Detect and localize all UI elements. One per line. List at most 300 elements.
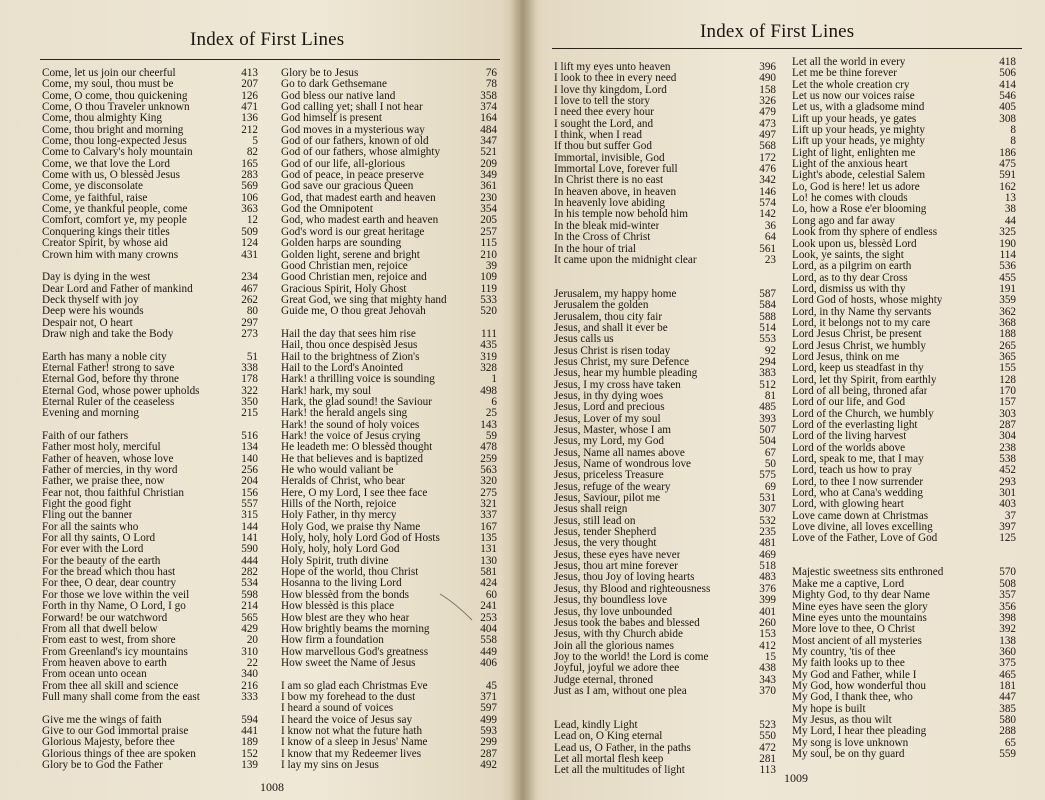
first-line-text: My country, 'tis of thee: [792, 646, 896, 658]
index-spacer: [554, 266, 776, 277]
first-line-text: He leadeth me: O blessèd thought: [281, 442, 433, 454]
hymn-number: 514: [759, 321, 776, 334]
first-line-text: Go to dark Gethsemane: [281, 79, 387, 91]
hymn-number: 414: [999, 78, 1016, 91]
first-line-text: Jesus, Name all names above: [554, 447, 685, 459]
hymn-number: 591: [999, 169, 1016, 182]
first-line-text: From all that dwell below: [42, 623, 158, 635]
first-line-text: Eternal Father! strong to save: [42, 362, 175, 374]
hymn-number: 69: [764, 480, 776, 493]
first-line-text: Hark! the herald angels sing: [281, 408, 408, 420]
hymn-number: 204: [241, 475, 258, 488]
index-entry: [792, 431, 1016, 442]
hymn-number: 570: [999, 566, 1016, 579]
hymn-number: 315: [241, 509, 258, 522]
index-entry: [281, 465, 497, 476]
first-line-text: Guide me, O thou great Jehovah: [281, 306, 426, 318]
first-line-text: Glorious things of thee are spoken: [42, 748, 196, 760]
first-line-text: Fight the good fight: [42, 499, 132, 511]
index-entry: [792, 704, 1016, 715]
first-line-text: Love divine, all loves excelling: [792, 522, 933, 534]
first-line-text: Fling out the banner: [42, 510, 133, 522]
index-entry: [554, 538, 776, 549]
index-entry: [42, 318, 258, 329]
first-line-text: Lift up your heads, ye mighty: [792, 136, 925, 148]
hymn-number: 363: [241, 203, 258, 216]
first-line-text: Deck thyself with joy: [42, 294, 139, 306]
first-line-text: How blessèd from the bonds: [281, 589, 410, 601]
first-line-text: In heaven above, in heaven: [554, 186, 677, 198]
hymn-number: 550: [759, 730, 776, 743]
hymn-number: 106: [241, 191, 258, 204]
first-line-text: Mine eyes unto the mountains: [792, 612, 927, 624]
index-entry: [281, 91, 497, 102]
index-entry: [554, 572, 776, 583]
index-entry: [281, 79, 497, 90]
index-entry: [281, 295, 497, 306]
index-entry: [281, 159, 497, 170]
hymn-number: 523: [759, 718, 776, 731]
index-entry: [42, 613, 258, 624]
first-line-text: My God, how wonderful thou: [792, 680, 926, 692]
hymn-number: 287: [480, 747, 497, 760]
hymn-number: 115: [480, 237, 497, 250]
index-entry: [281, 692, 497, 703]
index-spacer: [554, 709, 776, 720]
hymn-number: 497: [759, 129, 776, 142]
index-entry: [554, 107, 776, 118]
first-line-text: Jesus, with thy Church abide: [554, 629, 683, 641]
first-line-text: I lift my eyes unto heaven: [554, 62, 671, 73]
hymn-number: 481: [759, 537, 776, 550]
index-entry: [554, 85, 776, 96]
first-line-text: Come with us, O blessèd Jesus: [42, 170, 180, 182]
first-line-text: My Lord, I hear thee pleading: [792, 726, 927, 738]
first-line-text: Come, thou long-expected Jesus: [42, 136, 187, 148]
hymn-number: 412: [759, 639, 776, 652]
hymn-number: 590: [241, 543, 258, 556]
first-line-text: God of peace, in peace preserve: [281, 170, 424, 182]
index-entry: [42, 669, 258, 680]
first-line-text: Lift up your heads, ye mighty: [792, 125, 925, 137]
index-entry: [792, 511, 1016, 522]
hymn-number: 130: [480, 554, 497, 567]
hymn-number: 22: [246, 656, 258, 669]
index-spacer: [42, 703, 258, 714]
index-entry: [554, 470, 776, 481]
first-line-text: Hosanna to the living Lord: [281, 578, 402, 590]
first-line-text: Hills of the North, rejoice: [281, 499, 397, 511]
hymn-number: 588: [759, 310, 776, 323]
index-entry: [792, 68, 1016, 79]
first-line-text: Holy Spirit, truth divine: [281, 555, 389, 567]
index-entry: [792, 533, 1016, 544]
first-line-text: Hail to the brightness of Zion's: [281, 351, 420, 363]
hymn-number: 575: [759, 469, 776, 482]
index-entry: [792, 363, 1016, 374]
first-line-text: I need thee every hour: [554, 107, 655, 119]
first-line-text: Jesus, Master, whose I am: [554, 425, 671, 436]
first-line-text: Faith of our fathers: [42, 431, 129, 442]
index-entry: [42, 238, 258, 249]
index-entry: [554, 436, 776, 447]
first-line-text: Joyful, joyful we adore thee: [554, 663, 680, 675]
hymn-number: 333: [241, 690, 258, 703]
first-line-text: Lord of the Church, we humbly: [792, 408, 934, 420]
index-entry: [554, 652, 776, 663]
page-number: 1009: [784, 771, 808, 785]
first-line-text: If thou but suffer God: [554, 141, 652, 153]
hymn-number: 385: [999, 702, 1016, 715]
first-line-text: Lift up your heads, ye gates: [792, 113, 917, 125]
index-entry: [792, 318, 1016, 329]
first-line-text: God, that madest earth and heaven: [281, 192, 436, 204]
index-entry: [281, 147, 497, 158]
index-entry: [281, 522, 497, 533]
index-entry: [554, 720, 776, 731]
first-line-text: Jesus, thy love unbounded: [554, 606, 673, 618]
hymn-number: 558: [480, 634, 497, 647]
hymn-number: 60: [485, 588, 497, 601]
index-entry: [42, 272, 258, 283]
index-entry: [281, 499, 497, 510]
hymn-number: 598: [241, 588, 258, 601]
index-entry: [42, 374, 258, 385]
hymn-number: 303: [999, 407, 1016, 420]
hymn-number: 321: [480, 498, 497, 511]
first-line-text: Jesus, priceless Treasure: [554, 470, 664, 482]
first-line-text: Lead on, O King eternal: [554, 731, 663, 743]
first-line-text: Jesus, my Lord, my God: [554, 436, 665, 448]
first-line-text: Lo! he comes with clouds: [792, 193, 908, 205]
first-line-text: For all the saints who: [42, 521, 139, 533]
hymn-number: 253: [480, 611, 497, 624]
index-entry: [281, 136, 497, 147]
index-entry: [792, 352, 1016, 363]
hymn-number: 509: [241, 225, 258, 238]
index-entry: [281, 215, 497, 226]
first-line-text: Lord, as to thy dear Cross: [792, 272, 908, 284]
hymn-number: 508: [999, 577, 1016, 590]
index-entry: [792, 136, 1016, 147]
hymn-number: 12: [246, 214, 258, 227]
index-entry: [281, 681, 497, 692]
index-entry: [281, 363, 497, 374]
hymn-number: 8: [1010, 124, 1016, 137]
index-entry: [554, 187, 776, 198]
first-line-text: Creator Spirit, by whose aid: [42, 238, 168, 250]
first-line-text: Look from thy sphere of endless: [792, 227, 938, 239]
hymn-number: 299: [480, 736, 497, 749]
hymn-number: 469: [759, 548, 776, 561]
first-line-text: God himself is present: [281, 113, 382, 125]
index-entry: [554, 300, 776, 311]
first-line-text: Come to Calvary's holy mountain: [42, 147, 193, 159]
first-line-text: Jesus, thou art mine forever: [554, 561, 678, 573]
hymn-number: 241: [480, 600, 497, 613]
first-line-text: Lo, how a Rose e'er blooming: [792, 204, 927, 216]
index-entry: [792, 443, 1016, 454]
index-entry: [281, 408, 497, 419]
hymn-number: 301: [999, 487, 1016, 500]
first-line-text: God bless our native land: [281, 90, 396, 102]
first-line-text: Come, ye disconsolate: [42, 181, 143, 193]
index-entry: [554, 754, 776, 765]
index-entry: [554, 527, 776, 538]
index-entry: [42, 692, 258, 703]
hymn-number: 37: [1004, 509, 1016, 522]
first-line-text: Good Christian men, rejoice: [281, 260, 408, 272]
hymn-number: 536: [999, 260, 1016, 273]
hymn-number: 452: [999, 464, 1016, 477]
first-line-text: Comfort, comfort ye, my people: [42, 215, 187, 227]
index-entry: [554, 255, 776, 266]
hymn-number: 406: [480, 656, 497, 669]
first-line-text: I know that my Redeemer lives: [281, 748, 422, 760]
first-line-text: Jesus, refuge of the weary: [554, 481, 671, 493]
index-entry: [42, 386, 258, 397]
first-line-text: My hope is built: [792, 703, 866, 715]
index-entry: [281, 715, 497, 726]
hymn-number: 210: [480, 248, 497, 261]
index-entry: [281, 601, 497, 612]
first-line-text: Lord of all being, throned afar: [792, 385, 928, 397]
hymn-number: 354: [480, 203, 497, 216]
hymn-number: 399: [759, 594, 776, 607]
hymn-number: 404: [480, 622, 497, 635]
index-entry: [792, 170, 1016, 181]
index-entry: [42, 624, 258, 635]
hymn-number: 396: [759, 61, 776, 73]
index-entry: [42, 737, 258, 748]
index-entry: [554, 209, 776, 220]
hymn-number: 499: [480, 713, 497, 726]
index-entry: [42, 91, 258, 102]
index-entry: [281, 726, 497, 737]
index-entry: [554, 641, 776, 652]
index-entry: [792, 636, 1016, 647]
index-entry: [792, 692, 1016, 703]
index-entry: [281, 476, 497, 487]
first-line-text: Father most holy, merciful: [42, 442, 161, 454]
hymn-number: 376: [759, 582, 776, 595]
hymn-number: 297: [241, 316, 258, 329]
first-line-text: Light of light, enlighten me: [792, 147, 916, 159]
first-line-text: Jesus, thy Blood and righteousness: [554, 583, 711, 595]
index-entry: [554, 391, 776, 402]
index-entry: [792, 465, 1016, 476]
index-column: [42, 68, 258, 771]
index-entry: [281, 386, 497, 397]
first-line-text: Jesus, still lead on: [554, 515, 636, 527]
hymn-number: 557: [241, 498, 258, 511]
index-entry: [792, 125, 1016, 136]
hymn-number: 310: [241, 645, 258, 658]
first-line-text: Come, thou bright and morning: [42, 124, 184, 136]
first-line-text: Let us now our voices raise: [792, 91, 915, 103]
index-entry: [42, 726, 258, 737]
first-line-text: For thee, O dear, dear country: [42, 578, 177, 590]
hymn-number: 288: [999, 725, 1016, 738]
title-rule: [552, 48, 1022, 49]
hymn-number: 307: [759, 503, 776, 516]
index-entry: [792, 193, 1016, 204]
index-entry: [554, 414, 776, 425]
index-entry: [281, 250, 497, 261]
first-line-text: How brightly beams the morning: [281, 623, 430, 635]
hymn-number: 212: [241, 123, 258, 136]
hymn-number: 326: [759, 95, 776, 108]
index-entry: [554, 595, 776, 606]
index-entry: [42, 454, 258, 465]
hymn-number: 111: [481, 327, 497, 340]
index-entry: [42, 204, 258, 215]
first-line-text: Earth has many a noble city: [42, 351, 167, 363]
first-line-text: God, who madest earth and heaven: [281, 215, 439, 227]
hymn-number: 476: [759, 163, 776, 176]
hymn-number: 467: [241, 282, 258, 295]
index-entry: [281, 703, 497, 714]
index-entry: [42, 181, 258, 192]
hymn-number: 131: [480, 543, 497, 556]
first-line-text: Heralds of Christ, who bear: [281, 476, 405, 488]
index-entry: [281, 238, 497, 249]
index-entry: [792, 499, 1016, 510]
index-entry: [281, 533, 497, 544]
first-line-text: Forth in thy Name, O Lord, I go: [42, 601, 186, 613]
first-line-text: In the hour of trial: [554, 243, 637, 255]
hymn-number: 128: [999, 373, 1016, 386]
hymn-number: 401: [759, 605, 776, 618]
index-entry: [554, 96, 776, 107]
first-line-text: Full many shall come from the east: [42, 691, 200, 703]
hymn-number: 234: [241, 271, 258, 284]
index-entry: [554, 175, 776, 186]
hymn-number: 256: [241, 464, 258, 477]
first-line-text: Lord, in thy Name thy servants: [792, 306, 932, 318]
index-entry: [281, 544, 497, 555]
hymn-number: 92: [764, 344, 776, 357]
first-line-text: Long ago and far away: [792, 215, 896, 227]
hymn-number: 44: [1004, 214, 1016, 227]
first-line-text: Love came down at Christmas: [792, 510, 929, 522]
first-line-text: Come, thou almighty King: [42, 113, 162, 125]
hymn-number: 538: [999, 453, 1016, 466]
hymn-number: 431: [241, 248, 258, 261]
first-line-text: God save our gracious Queen: [281, 181, 414, 193]
index-entry: [281, 647, 497, 658]
hymn-number: 164: [480, 112, 497, 125]
hymn-number: 82: [246, 146, 258, 159]
index-entry: [42, 102, 258, 113]
index-entry: [42, 499, 258, 510]
hymn-number: 114: [999, 248, 1016, 261]
index-entry: [42, 125, 258, 136]
index-entry: [554, 334, 776, 345]
index-entry: [42, 590, 258, 601]
first-line-text: Forward! be our watchword: [42, 612, 168, 624]
index-entry: [281, 68, 497, 79]
hymn-number: 559: [999, 747, 1016, 760]
index-column: [792, 57, 1016, 760]
hymn-number: 157: [999, 396, 1016, 409]
first-line-text: Golden light, serene and bright: [281, 249, 420, 261]
first-line-text: From east to west, from shore: [42, 635, 176, 647]
title-rule: [40, 59, 500, 60]
first-line-text: I lay my sins on Jesus: [281, 759, 379, 771]
index-entry: [792, 454, 1016, 465]
index-entry: [792, 80, 1016, 91]
hymn-number: 13: [1004, 192, 1016, 205]
index-entry: [792, 114, 1016, 125]
hymn-number: 275: [480, 486, 497, 499]
hymn-number: 533: [480, 293, 497, 306]
hymn-number: 374: [480, 101, 497, 114]
first-line-text: In the Cross of Christ: [554, 232, 651, 244]
index-entry: [281, 102, 497, 113]
first-line-text: My God and Father, while I: [792, 669, 917, 681]
index-entry: [281, 374, 497, 385]
hymn-number: 230: [480, 191, 497, 204]
hymn-number: 435: [480, 339, 497, 352]
index-entry: [42, 363, 258, 374]
first-line-text: Eternal God, before thy throne: [42, 374, 179, 386]
first-line-text: Jesus, Lord and precious: [554, 402, 665, 414]
index-entry: [42, 556, 258, 567]
first-line-text: Dear Lord and Father of mankind: [42, 283, 193, 295]
first-line-text: Lord of the living harvest: [792, 431, 907, 443]
first-line-text: Lord, let thy Spirit, from earthly: [792, 374, 937, 386]
hymn-number: 144: [241, 520, 258, 533]
hymn-number: 581: [480, 566, 497, 579]
first-line-text: Hail, thou once despisèd Jesus: [281, 340, 418, 352]
index-entry: [554, 459, 776, 470]
index-entry: [42, 510, 258, 521]
hymn-number: 444: [241, 554, 258, 567]
first-line-text: Despair not, O heart: [42, 317, 133, 329]
first-line-text: Lord Jesus Christ, be present: [792, 329, 922, 341]
index-entry: [42, 749, 258, 760]
hymn-number: 546: [999, 90, 1016, 103]
hymn-number: 455: [999, 271, 1016, 284]
index-entry: [42, 442, 258, 453]
index-spacer: [792, 556, 1016, 567]
hymn-number: 76: [485, 67, 497, 79]
index-entry: [792, 148, 1016, 159]
index-entry: [792, 284, 1016, 295]
first-line-text: Jesus, Saviour, pilot me: [554, 493, 661, 505]
first-line-text: Lord, who at Cana's wedding: [792, 488, 923, 500]
first-line-text: Give to our God immortal praise: [42, 725, 189, 737]
index-entry: [281, 442, 497, 453]
hymn-number: 6: [491, 395, 497, 408]
first-line-text: Lo, God is here! let us adore: [792, 181, 920, 193]
first-line-text: Holy God, we praise thy Name: [281, 521, 421, 533]
hymn-number: 521: [480, 146, 497, 159]
index-entry: [554, 550, 776, 561]
first-line-text: God moves in a mysterious way: [281, 124, 425, 136]
index-entry: [281, 329, 497, 340]
hymn-number: 424: [480, 577, 497, 590]
index-entry: [792, 749, 1016, 760]
hymn-number: 294: [759, 355, 776, 368]
hymn-number: 141: [241, 532, 258, 545]
first-line-text: In the bleak mid-winter: [554, 220, 660, 232]
first-line-text: He that believes and is baptized: [281, 453, 423, 465]
first-line-text: From thee all skill and science: [42, 680, 179, 692]
index-entry: [792, 602, 1016, 613]
first-line-text: Hark! the voice of Jesus crying: [281, 431, 421, 442]
